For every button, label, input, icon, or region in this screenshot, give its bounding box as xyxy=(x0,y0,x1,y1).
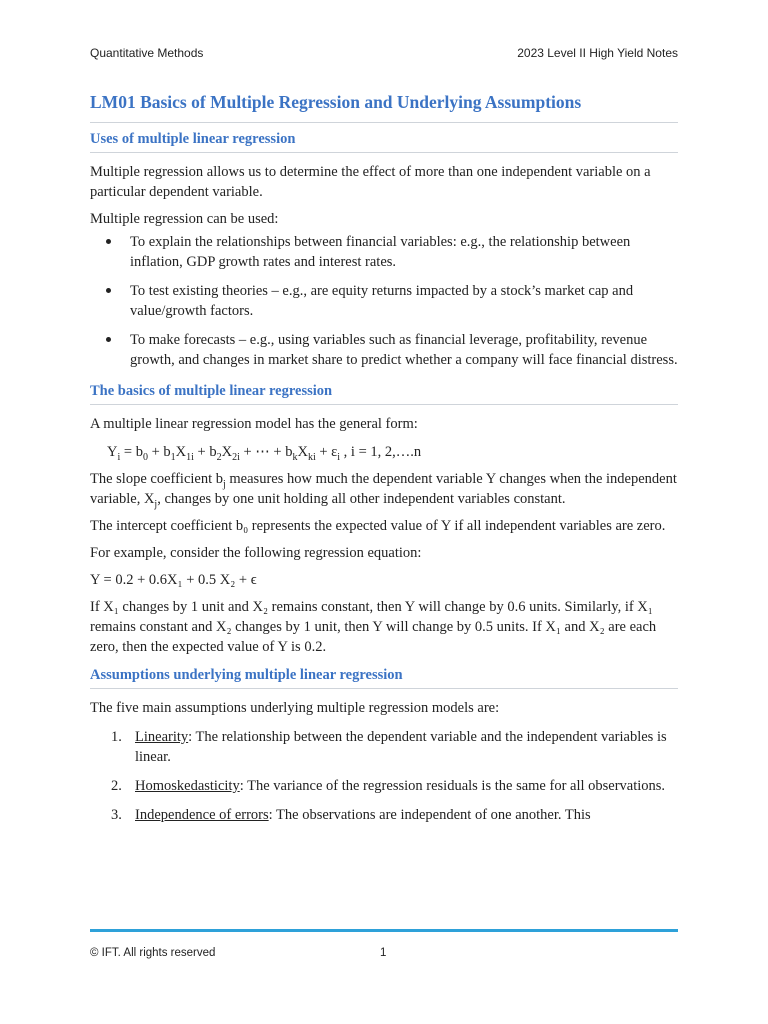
paragraph: Multiple regression allows us to determine the effect of more than one independent variable on a particular dependent variable. xyxy=(90,164,651,200)
bullet-icon xyxy=(106,337,111,342)
list-item: 2. Homoskedasticity: The variance of the regression residuals is the same for all observations. xyxy=(111,778,666,794)
paragraph: A multiple linear regression model has the general form: xyxy=(90,416,418,432)
page-title: LM01 Basics of Multiple Regression and Underlying Assumptions xyxy=(90,90,678,123)
page-number: 1 xyxy=(380,947,387,959)
paragraph: Multiple regression can be used: xyxy=(90,211,279,227)
list-item xyxy=(90,330,678,370)
paragraph: The five main assumptions underlying multiple regression models are: xyxy=(90,700,500,716)
bullet-icon xyxy=(106,239,111,244)
section-heading-basics: The basics of multiple linear regression xyxy=(90,379,678,405)
paragraph-slope: The slope coefficient $b_j$ measures how much the dependent variable Y changes when the independent variable, $X_j$, changes by one unit holding all other independent variables constant. xyxy=(90,471,677,510)
bullet-icon xyxy=(106,288,111,293)
list-item xyxy=(90,232,678,272)
section-heading-uses: Uses of multiple linear regression xyxy=(90,127,678,153)
list-item-text: To make forecasts – e.g., using variables such as financial leverage, profitability, revenue growth, and changes in market share to predict whether a company will face financial distress. xyxy=(130,332,678,368)
list-item: 1. Linearity: The relationship between the dependent variable and the independent variables is linear. xyxy=(111,729,667,765)
term: Independence of errors xyxy=(135,807,269,823)
example-equation: Y = 0.2 + 0.6X₁ + 0.5 X₂ + ϵ xyxy=(90,572,257,588)
section-heading-assumptions: Assumptions underlying multiple linear regression xyxy=(90,663,678,689)
paragraph: If X₁ changes by 1 unit and X₂ remains constant, then Y will change by 0.6 units. Similarly, if X₁ remains constant and X₂ changes by 1 unit, then Y will change by 0.5 units. If X₁ and X₂ are each zero, then the expected value of Y is 0.2. xyxy=(90,599,657,655)
term: Homoskedasticity xyxy=(135,778,240,794)
list-item xyxy=(90,281,678,321)
header-left: Quantitative Methods xyxy=(90,46,204,60)
footer-rule xyxy=(90,929,678,932)
list-item: 3. Independence of errors: The observations are independent of one another. This xyxy=(111,807,591,823)
numbered-list xyxy=(90,727,678,825)
list-item-text: To test existing theories – e.g., are equity returns impacted by a stock’s market cap and value/growth factors. xyxy=(130,283,634,319)
general-form-equation: $Y_i = b_0 + b_1X_{1i} + b_2X_{2i}$ + ⋯ + $b_kX_{ki} + \varepsilon_i$ , i = 1, 2,….n xyxy=(107,444,422,463)
paragraph: The intercept coefficient b₀ represents the expected value of Y if all independent variables are zero. xyxy=(90,518,666,534)
bullet-list xyxy=(90,232,678,370)
header-right: 2023 Level II High Yield Notes xyxy=(517,46,678,60)
term: Linearity xyxy=(135,729,189,745)
footer-copyright: © IFT. All rights reserved xyxy=(90,947,216,959)
list-item-text: To explain the relationships between financial variables: e.g., the relationship between inflation, GDP growth rates and interest rates. xyxy=(130,234,631,270)
paragraph: For example, consider the following regression equation: xyxy=(90,545,422,561)
page-content xyxy=(90,90,678,834)
